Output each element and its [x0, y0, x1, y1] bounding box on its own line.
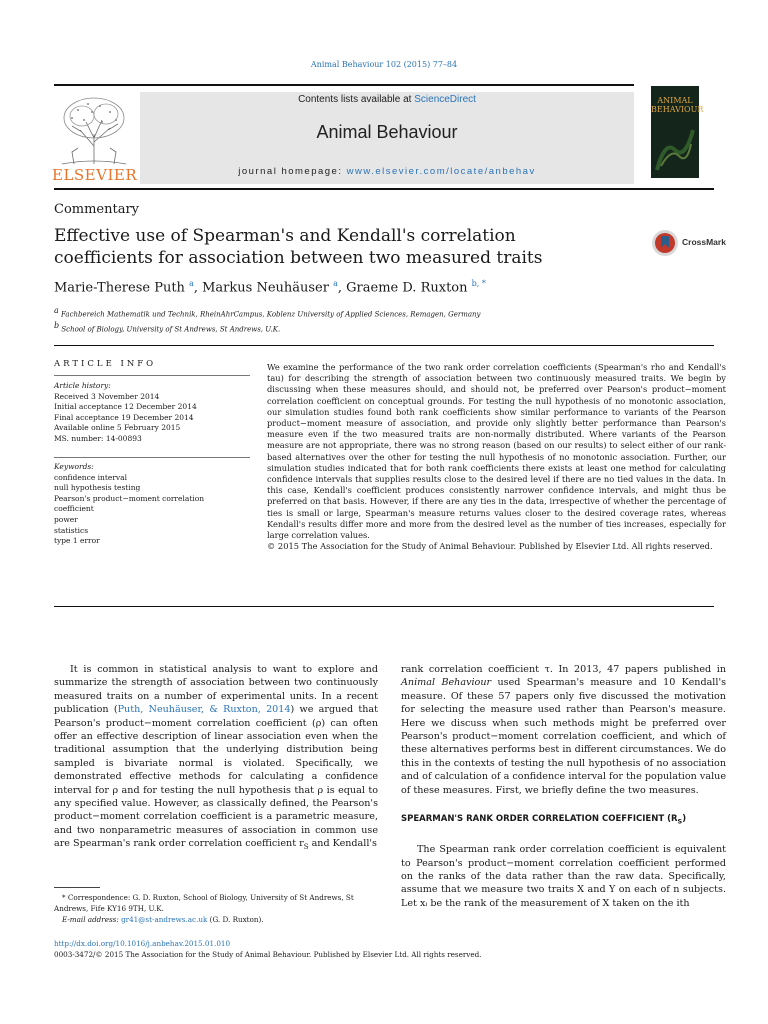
homepage-link[interactable]: www.elsevier.com/locate/anbehav	[346, 166, 536, 177]
affiliation-item	[54, 320, 480, 335]
abstract-text: We examine the performance of the two rank order correlation coefficients (Spearman's rho and Kendall's tau) for describing the strength of association between two continuously measured traits. We begin by discussing when these measures should, and should not, be preferred over Pearson's product−moment correlation coefficient on conceptual grounds. For testing the null hypothesis of no monotonic association, our simulation studies found both rank coefficients show similar performance to variants of the Pearson product−moment measure of association, and provide only slightly better performance than Pearson's measure even if the two measured traits are non-normally distributed. Where variants of the Pearson measure are not appropriate, there was no strong reason (based on our results) to select either of our rank-based alternatives over the other for testing the null hypothesis of no monotonic association. Further, our simulation studies indicated that for both rank coefficients there exists at least one method for calculating confidence intervals that supplies results close to the desired level if there are no tied values in the data. In this case, Kendall's coefficient produces consistently narrower confidence intervals, and might thus be preferred on that basis. However, if there are any ties in the data, irrespective of whether the percentage of ties is small or large, Spearman's measure returns values closer to the desired coverage rates, whereas Kendall's results differ more and more from the desired level as the number of ties increases, especially for large correlation values.	[267, 362, 726, 541]
article-info-heading: ARTICLE INFO	[54, 359, 157, 369]
article-history	[54, 381, 254, 445]
body-paragraph: The Spearman rank order correlation coefficient is equivalent to Pearson's product−moment correlation coefficient performed on the ranks of the data rather than the raw data. Specifically, assume that we measure two traits X and Y on each of n subjects. Let xᵢ be the rank of the measurement of X taken on the ith	[401, 844, 726, 909]
affiliation-mark: b	[54, 321, 60, 331]
author-affiliation-mark[interactable]: a	[189, 279, 194, 288]
author-affiliation-mark[interactable]: b, *	[471, 279, 486, 288]
keyword-item[interactable]: null hypothesis testing	[54, 483, 141, 493]
history-item: Initial acceptance 12 December 2014	[54, 402, 197, 412]
article-title: Effective use of Spearman's and Kendall's correlation coefficients for association between two measured traits	[54, 226, 543, 268]
author-affiliation-mark[interactable]: a	[333, 279, 338, 288]
journal-title: Animal Behaviour	[316, 122, 458, 142]
abstract	[267, 362, 726, 552]
author-name[interactable]: Graeme D. Ruxton	[346, 280, 468, 296]
email-suffix: (G. D. Ruxton).	[207, 915, 264, 924]
article-type: Commentary	[54, 202, 140, 217]
contents-line	[140, 94, 634, 105]
keywords-label: Keywords:	[54, 462, 94, 471]
elsevier-wordmark[interactable]: ELSEVIER	[52, 166, 138, 184]
affiliation-item	[54, 305, 480, 320]
keyword-item[interactable]: Pearson's product−moment correlation	[54, 493, 205, 503]
section-heading-text: SPEARMAN'S RANK ORDER CORRELATION COEFFICIENT (R	[401, 814, 678, 825]
keyword-item[interactable]: power	[54, 514, 78, 524]
section-rule	[54, 345, 714, 346]
correspondence-note: * Correspondence: G. D. Ruxton, School of Biology, University of St Andrews, St Andrews, Fife KY16 9TH, U.K.	[54, 893, 354, 913]
body-paragraph	[401, 663, 726, 797]
keyword-item[interactable]: statistics	[54, 525, 89, 535]
history-item: Available online 5 February 2015	[54, 423, 181, 433]
email-label: E-mail address:	[62, 915, 122, 924]
history-item: MS. number: 14-00893	[54, 433, 142, 443]
homepage-prefix: journal homepage:	[238, 166, 347, 177]
sciencedirect-link[interactable]: ScienceDirect	[414, 94, 476, 105]
author-name[interactable]: Marie-Therese Puth	[54, 280, 185, 296]
cover-title-line2: BEHAVIOUR	[651, 105, 704, 114]
crossmark-label: CrossMark	[682, 237, 726, 247]
author-list: Marie-Therese Puth $^a$, Markus Neuhäuser $^a$, Graeme D. Ruxton $^{b, *}$	[54, 279, 486, 296]
journal-name: Animal Behaviour	[401, 677, 492, 689]
affiliations	[54, 305, 480, 336]
email-link[interactable]: gr41@st-andrews.ac.uk	[121, 915, 208, 924]
crossmark-icon	[651, 229, 679, 257]
body-text: ) we argued that Pearson's product−moment correlation coefficient (ρ) can often offer an effective description of linear association even when the traditional assumption that the underlying distribution being sampled is bivariate normal is violated. Specifically, we demonstrated effective methods for calculating a confidence interval for ρ and for testing the null hypothesis that ρ is equal to any specified value. However, as classically defined, the Pearson's product−moment correlation coefficient is a parametric measure, and two nonparametric measures of association in common use are Spearman's rank order correlation coefficient r	[54, 704, 378, 850]
body-column-right	[401, 663, 726, 910]
author-name[interactable]: Markus Neuhäuser	[202, 280, 329, 296]
doi-link[interactable]: http://dx.doi.org/10.1016/j.anbehav.2015.01.010	[54, 939, 231, 948]
affiliation-text: Fachbereich Mathematik und Technik, RheinAhrCampus, Koblenz University of Applied Sciences, Remagen, Germany	[61, 310, 481, 319]
cover-title-line1: ANIMAL	[657, 96, 693, 105]
keyword-item[interactable]: coefficient	[54, 504, 94, 514]
cover-title	[651, 96, 704, 114]
body-text: rank correlation coefficient τ. In 2013, 47 papers published in	[401, 664, 726, 675]
affiliation-text: School of Biology, University of St Andrews, St Andrews, U.K.	[61, 325, 281, 334]
history-item: Received 3 November 2014	[54, 391, 160, 401]
history-item: Final acceptance 19 December 2014	[54, 412, 194, 422]
keywords	[54, 462, 254, 547]
cover-art	[655, 120, 695, 174]
section-heading-subscript: S	[677, 817, 683, 826]
journal-cover-image[interactable]	[651, 86, 704, 178]
keyword-item[interactable]: confidence interval	[54, 472, 128, 482]
body-text: and Kendall's	[308, 838, 377, 850]
footnote	[54, 892, 378, 925]
banner-rule-top	[54, 84, 634, 86]
section-rule	[54, 606, 714, 607]
info-rule	[54, 375, 250, 376]
info-rule	[54, 457, 250, 458]
history-label: Article history:	[54, 381, 111, 390]
section-heading-close: )	[682, 814, 687, 825]
homepage-line	[140, 166, 634, 177]
keyword-item[interactable]: type 1 error	[54, 536, 100, 546]
body-column-left	[54, 663, 378, 855]
footnote-rule	[54, 887, 100, 888]
subscript: S	[303, 843, 309, 852]
banner-rule-bottom	[54, 188, 714, 190]
issn-line: 0003-3472/© 2015 The Association for the Study of Animal Behaviour. Published by Elsevier Ltd. All rights reserved.	[54, 950, 482, 959]
email-note	[54, 914, 378, 925]
section-heading	[401, 813, 726, 829]
affiliation-mark: a	[54, 306, 59, 315]
contents-prefix: Contents lists available at	[298, 94, 415, 105]
abstract-copyright: © 2015 The Association for the Study of Animal Behaviour. Published by Elsevier Ltd. All rights reserved.	[267, 541, 713, 552]
body-text: used Spearman's measure and 10 Kendall's measure. Of these 57 papers only five discussed the motivation for selecting the measure used rather than Pearson's measure. Here we discuss when such methods might be preferred over Pearson's product−moment correlation coefficient, and which of these alternatives performs best in different circumstances. We do this in the contexts of testing the null hypothesis of no association and of calculation of a confidence interval for the population value of these measures. First, we briefly define the two measures.	[401, 677, 727, 796]
journal-citation[interactable]: Animal Behaviour 102 (2015) 77–84	[310, 60, 458, 69]
body-text: It is common in statistical analysis to want to explore and summarize the strength of association between two continuously measured traits on a number of experimental units. In a recent publication (	[54, 664, 378, 716]
citation-link[interactable]: Puth, Neuhäuser, & Ruxton, 2014	[117, 704, 291, 716]
page-footer	[54, 938, 714, 960]
body-paragraph	[54, 663, 378, 855]
